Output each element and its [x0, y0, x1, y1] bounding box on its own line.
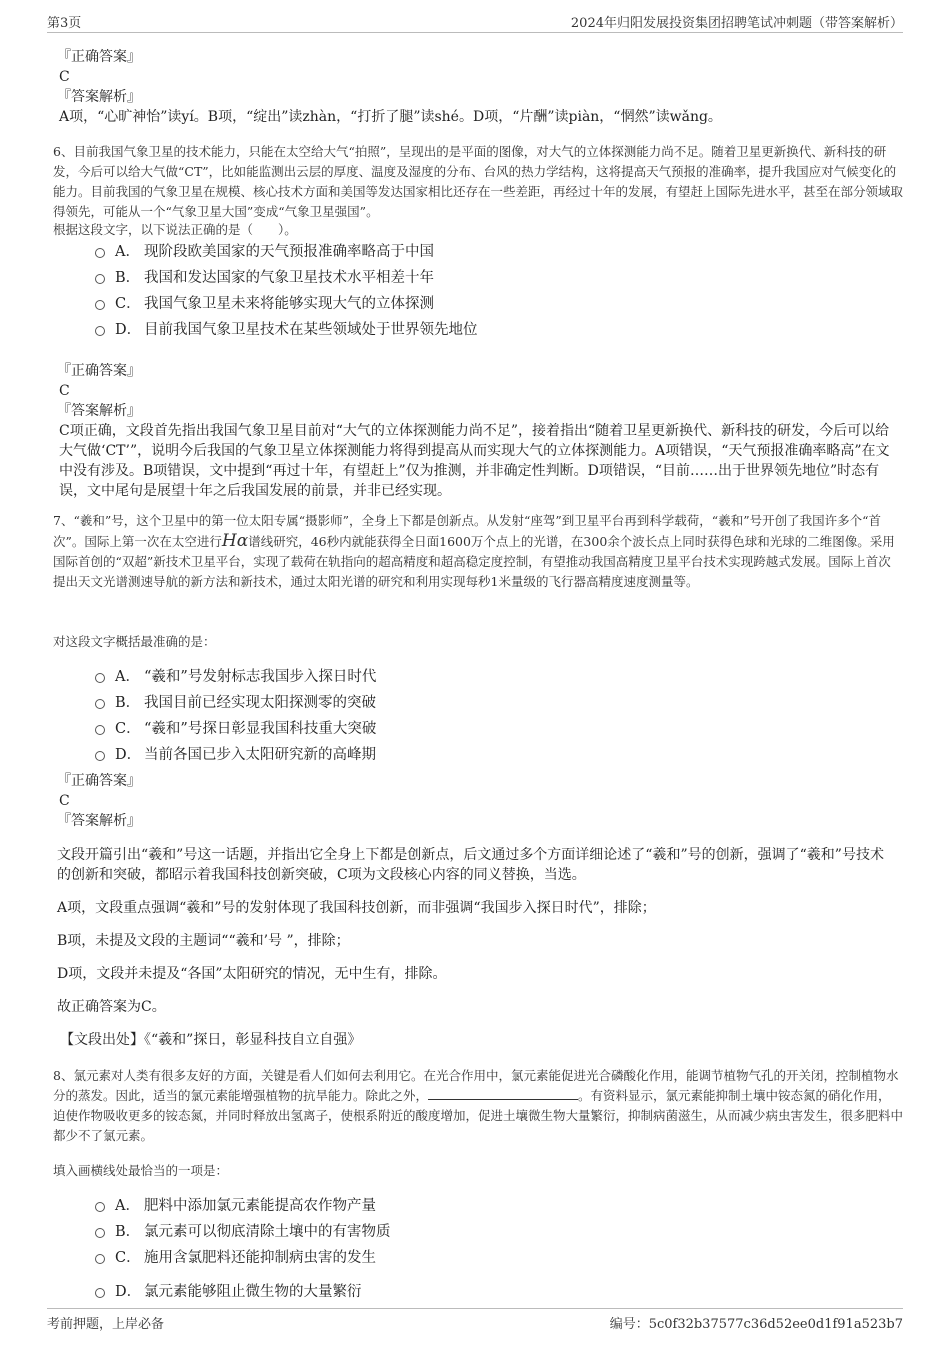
radio-icon[interactable] [95, 1288, 105, 1298]
option-c[interactable] [95, 1245, 795, 1271]
answer-label: 『正确答案』 [57, 363, 141, 379]
answer-value: C [59, 69, 70, 85]
q6-answer-block [57, 361, 897, 501]
q6-options [95, 239, 795, 343]
document-id: 编号：5c0f32b37577c36d52ee0d1f91a523b7 [609, 1317, 903, 1332]
option-letter: A． [115, 244, 140, 260]
page-header [47, 10, 903, 33]
option-text: 施用含氯肥料还能抑制病虫害的发生 [144, 1250, 376, 1266]
option-text: “羲和”号探日彰显我国科技重大突破 [144, 721, 377, 737]
option-c[interactable] [95, 716, 795, 742]
option-d[interactable] [95, 317, 795, 343]
h-alpha-symbol: Hα [221, 531, 249, 551]
option-text: “羲和”号发射标志我国步入探日时代 [144, 669, 377, 685]
analysis-label: 『答案解析』 [57, 89, 141, 105]
q8-stem-part1: 8、氯元素对人类有很多友好的方面，关键是看人们如何去利用它。在光合作用中，氯元素能促进光合磷酸化作用，能调节植物气孔的开关闭，控制植物水分的蒸发。因此，适当的氯元素能增强植物的抗旱能力。除此之外， [53, 1068, 899, 1103]
q7-analysis-p2: A项，文段重点强调“羲和”号的发射体现了我国科技创新，而非强调“我国步入探日时代”，排除； [57, 900, 656, 916]
option-a[interactable] [95, 1193, 795, 1219]
option-a[interactable] [95, 664, 795, 690]
q7-question: 对这段文字概括最准确的是： [53, 634, 216, 649]
answer-label: 『正确答案』 [57, 49, 141, 65]
page-number: 第3页 [47, 16, 82, 31]
option-letter: D． [115, 1284, 142, 1300]
q7-analysis-p5: 故正确答案为C。 [57, 999, 166, 1015]
option-text: 我国气象卫星未来将能够实现大气的立体探测 [144, 296, 434, 312]
option-text: 氯元素可以彻底清除土壤中的有害物质 [144, 1224, 391, 1240]
q7-source: 【文段出处】《“羲和”探日，彰显科技自立自强》 [60, 1032, 362, 1048]
radio-icon[interactable] [95, 725, 105, 735]
q7-stem-part1: 7、“羲和”号，这个卫星中的第一位太阳专属“摄影师”，全身上下都是创新点。从发射“座驾”到卫星平台再到科学载荷，“羲和”号开创了我国许多个“首次”。国际上第一次在太空进行 [53, 513, 881, 549]
q8-question: 填入画横线处最恰当的一项是： [53, 1163, 229, 1178]
radio-icon[interactable] [95, 326, 105, 336]
option-b[interactable] [95, 690, 795, 716]
option-c[interactable] [95, 291, 795, 317]
analysis-label: 『答案解析』 [57, 813, 141, 829]
radio-icon[interactable] [95, 673, 105, 683]
radio-icon[interactable] [95, 751, 105, 761]
option-letter: C． [115, 1250, 141, 1266]
option-letter: A． [115, 669, 140, 685]
q7-stem [53, 511, 903, 592]
radio-icon[interactable] [95, 1254, 105, 1264]
analysis-label: 『答案解析』 [57, 403, 141, 419]
radio-icon[interactable] [95, 248, 105, 258]
analysis-text: C项正确，文段首先指出我国气象卫星目前对“大气的立体探测能力尚不足”，接着指出“随着卫星更新换代、新科技的研发，今后可以给大气做‘CT’”，说明今后我国的气象卫星立体探测能力将得到提高从而实现大气的立体探测能力。A项错误，“天气预报准确率略高”在文中没有涉及。B项错误，文中提到“再过十年，有望赶上”仅为推测，并非确定性判断。D项错误，“目前……出于世界领先地位”时态有误，文中尾句是展望十年之后我国发展的前景，并非已经实现。 [59, 423, 890, 499]
q8-stem [53, 1066, 903, 1146]
option-a[interactable] [95, 239, 795, 265]
fill-blank-line [428, 1087, 578, 1100]
option-b[interactable] [95, 1219, 795, 1245]
option-text: 我国和发达国家的气象卫星技术水平相差十年 [144, 270, 434, 286]
radio-icon[interactable] [95, 1202, 105, 1212]
option-text: 我国目前已经实现太阳探测零的突破 [144, 695, 376, 711]
document-title: 2024年归阳发展投资集团招聘笔试冲刺题（带答案解析） [570, 16, 903, 31]
q7-analysis-p3: B项，未提及文段的主题词““羲和’号 ”，排除； [57, 933, 350, 949]
q7-analysis-p1: 文段开篇引出“羲和”号这一话题，并指出它全身上下都是创新点，后文通过多个方面详细论述了“羲和”号的创新，强调了“羲和”号技术的创新和突破，都昭示着我国科技创新突破，C项为文段核心内容的同义替换，当选。 [57, 847, 884, 883]
q7-analysis-p4: D项，文段并未提及“各国”太阳研究的情况，无中生有，排除。 [57, 966, 447, 982]
radio-icon[interactable] [95, 1228, 105, 1238]
q6-stem: 6、目前我国气象卫星的技术能力，只能在太空给大气“拍照”，呈现出的是平面的图像，对大气的立体探测能力尚不足。随着卫星更新换代、新科技的研发，今后可以给大气做“CT”，比如能监测出云层的厚度、温度及湿度的分布、台风的热力学结构，这将提高天气预报的准确率，提升我国应对气候变化的能力。目前我国的气象卫星在规模、核心技术方面和美国等发达国家相比还存在一些差距，再经过十年的发展，有望赶上国际先进水平，甚至在部分领域取得领先，可能从一个“气象卫星大国”变成“气象卫星强国”。 [53, 144, 904, 219]
option-text: 现阶段欧美国家的天气预报准确率略高于中国 [144, 244, 434, 260]
option-letter: A． [115, 1198, 140, 1214]
option-text: 氯元素能够阻止微生物的大量繁衍 [144, 1284, 362, 1300]
q5-answer-block [57, 47, 897, 127]
radio-icon[interactable] [95, 699, 105, 709]
option-d[interactable] [95, 1279, 795, 1305]
q7-options [95, 664, 795, 768]
q6-question: 根据这段文字，以下说法正确的是（ ）。 [53, 222, 297, 237]
q8-options [95, 1193, 795, 1305]
q7-answer-block [57, 771, 897, 831]
option-letter: C． [115, 296, 141, 312]
option-letter: B． [115, 270, 141, 286]
footer-slogan: 考前押题，上岸必备 [47, 1317, 165, 1332]
option-letter: C． [115, 721, 141, 737]
option-letter: B． [115, 1224, 141, 1240]
q7-stem-part2: 谱线研究，46秒内就能获得全日面1600万个点上的光谱，在300余个波长点上同时获得色球和光球的二维图像。采用国际首创的“双超”新技术卫星平台，实现了载荷在轨指向的超高精度和超高稳定度控制，有望推动我国高精度卫星平台技术实现跨越式发展。国际上首次提出天文光谱测速导航的新方法和新技术，通过太阳光谱的研究和利用实现每秒1米量级的飞行器高精度速度测量等。 [53, 534, 895, 589]
radio-icon[interactable] [95, 274, 105, 284]
option-text: 目前我国气象卫星技术在某些领域处于世界领先地位 [144, 322, 478, 338]
answer-value: C [59, 383, 70, 399]
option-letter: B． [115, 695, 141, 711]
option-letter: D． [115, 747, 142, 763]
option-letter: D． [115, 322, 142, 338]
option-text: 当前各国已步入太阳研究新的高峰期 [144, 747, 376, 763]
answer-value: C [59, 793, 70, 809]
option-b[interactable] [95, 265, 795, 291]
option-text: 肥料中添加氯元素能提高农作物产量 [144, 1198, 376, 1214]
analysis-text: A项，“心旷神怡”读yí。B项，“绽出”读zhàn，“打折了腿”读shé。D项，“片酬”读piàn，“惘然”读wǎng。 [59, 109, 722, 125]
radio-icon[interactable] [95, 300, 105, 310]
page-footer [47, 1308, 903, 1331]
option-d[interactable] [95, 742, 795, 768]
q8-stem-part2: 。有资料显示，氯元素能抑制土壤中铵态氮的硝化作用，迫使作物吸收更多的铵态氮，并同时释放出氢离子，使根系附近的酸度增加，促进土壤微生物大量繁衍，抑制病菌滋生，从而减少病虫害发生，很多肥料中都少不了氯元素。 [53, 1088, 904, 1143]
answer-label: 『正确答案』 [57, 773, 141, 789]
